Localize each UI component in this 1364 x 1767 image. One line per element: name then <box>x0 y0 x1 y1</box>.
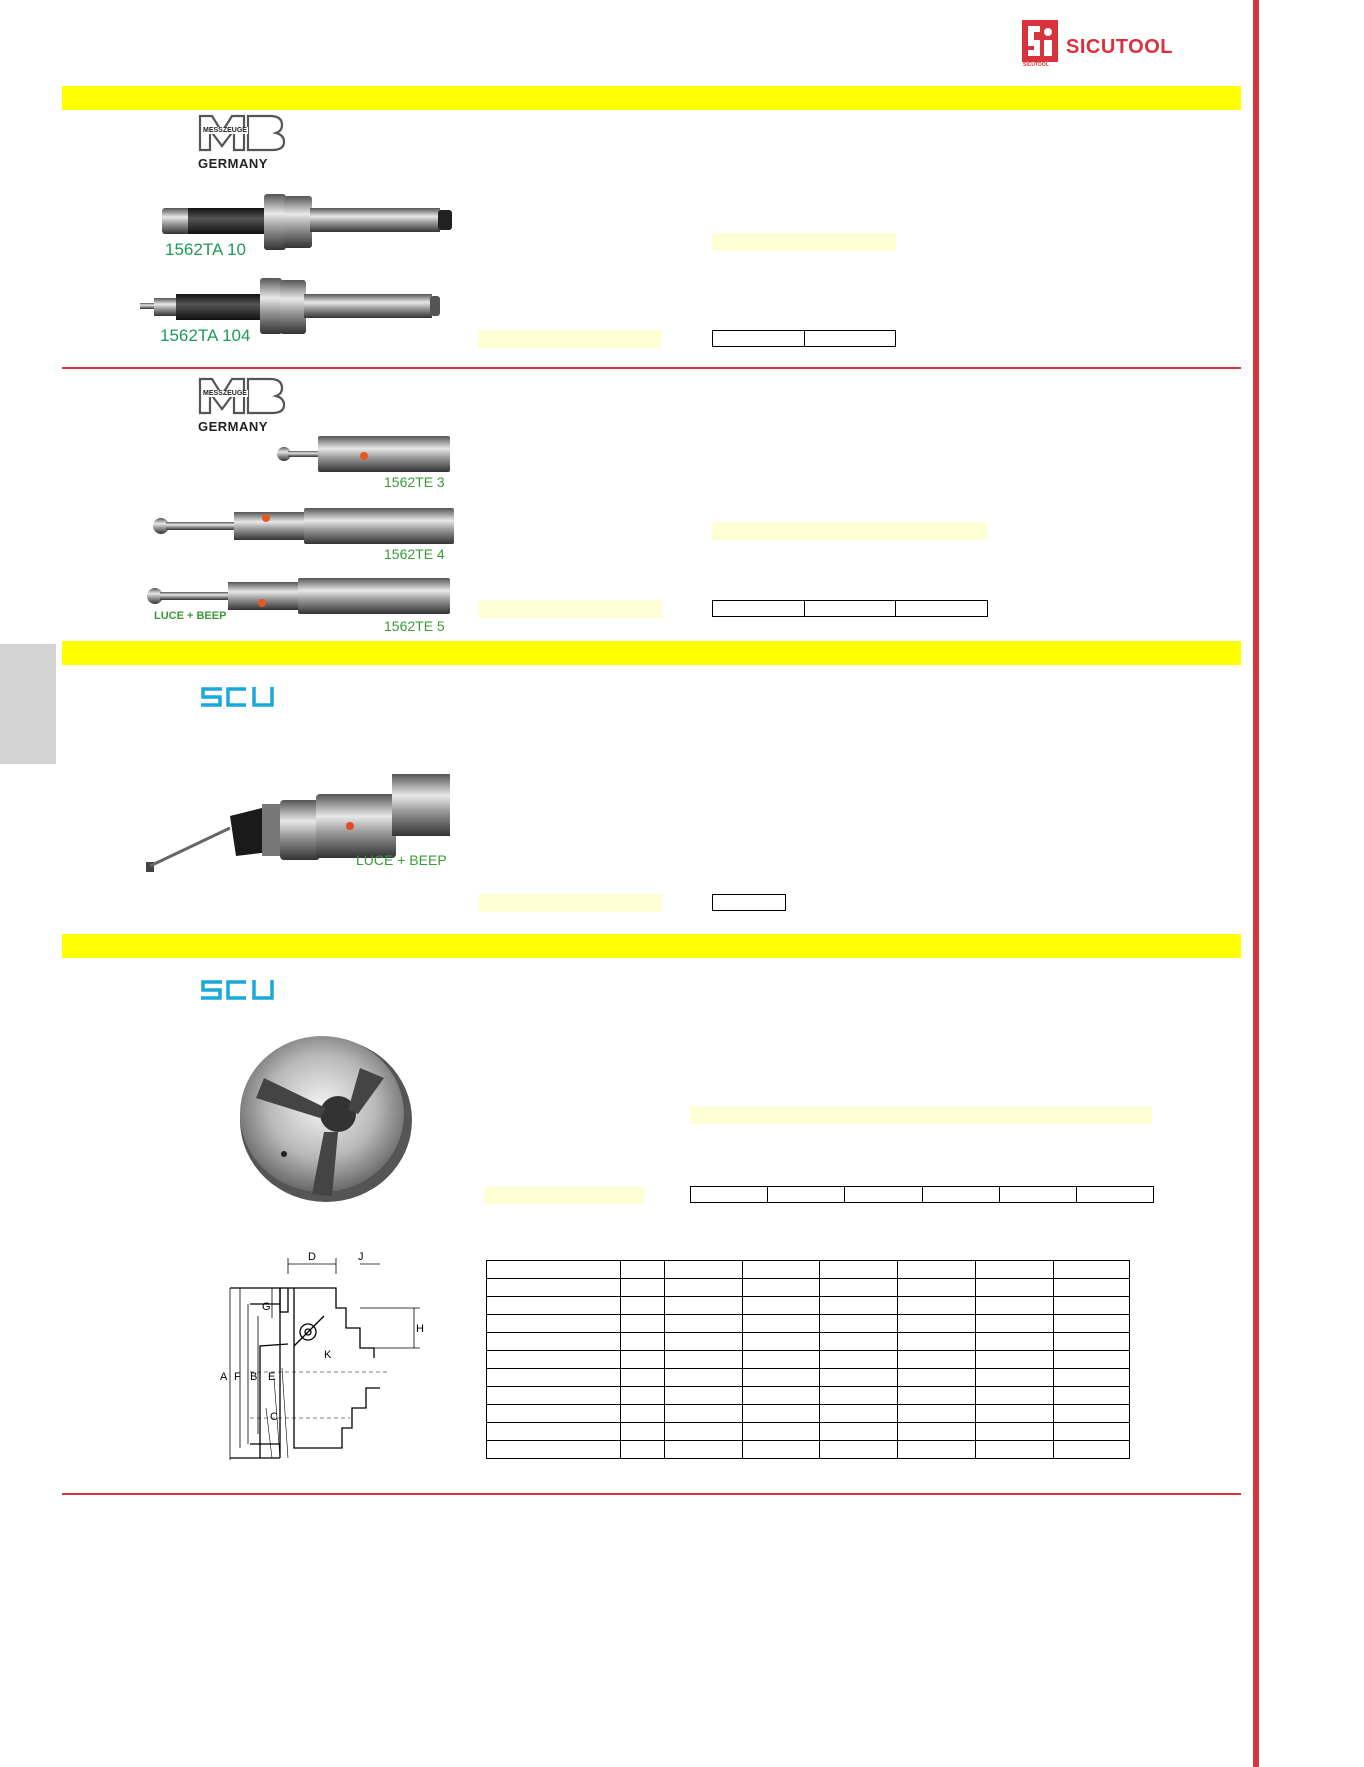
table-cell <box>664 1405 742 1423</box>
table-cell <box>620 1315 664 1333</box>
sicutool-subname: SICUTOOL <box>1023 62 1049 68</box>
table-row <box>487 1315 1130 1333</box>
table-cell <box>1054 1423 1130 1441</box>
table-cell <box>664 1351 742 1369</box>
table-cell <box>664 1333 742 1351</box>
table-cell <box>976 1441 1054 1459</box>
table-cell <box>742 1315 820 1333</box>
table-cell <box>487 1333 621 1351</box>
table-cell <box>664 1369 742 1387</box>
table-cell <box>664 1261 742 1279</box>
table-cell <box>1054 1315 1130 1333</box>
table-cell <box>820 1261 898 1279</box>
table-cell <box>742 1441 820 1459</box>
table-cell <box>1054 1369 1130 1387</box>
table-cell <box>1054 1279 1130 1297</box>
table-row <box>487 1261 1130 1279</box>
table-cell <box>664 1387 742 1405</box>
section-1-value-cells <box>712 330 896 347</box>
mb-logo-2 <box>196 373 296 433</box>
table-cell <box>742 1423 820 1441</box>
table-row <box>487 1297 1130 1315</box>
edge-finder-1562te3-image <box>276 434 452 474</box>
table-cell <box>976 1297 1054 1315</box>
table-cell <box>620 1297 664 1315</box>
product-code-1562te4: 1562TE 4 <box>384 546 445 562</box>
table-cell <box>898 1441 976 1459</box>
table-cell <box>664 1315 742 1333</box>
section-4-rule <box>62 1493 1241 1495</box>
table-cell <box>898 1405 976 1423</box>
table-cell <box>976 1279 1054 1297</box>
edge-finder-1562te4-image <box>152 506 456 546</box>
section-4-band <box>62 934 1241 958</box>
table-row <box>487 1441 1130 1459</box>
right-edge-bar <box>1253 0 1259 1767</box>
table-cell <box>898 1369 976 1387</box>
section-2-pale-band-top <box>712 522 988 540</box>
table-cell <box>976 1315 1054 1333</box>
table-cell <box>742 1351 820 1369</box>
section-3-pale-band-left <box>478 894 662 912</box>
product-code-1562te3: 1562TE 3 <box>384 474 445 490</box>
table-cell <box>487 1315 621 1333</box>
section-4-pale-band-left <box>484 1186 644 1204</box>
table-cell <box>742 1405 820 1423</box>
product-code-1562te5: 1562TE 5 <box>384 618 445 634</box>
chuck-dimension-drawing <box>190 1248 430 1476</box>
table-cell <box>742 1387 820 1405</box>
dim-label-e: E <box>268 1371 276 1383</box>
table-cell <box>620 1279 664 1297</box>
left-gray-tab <box>0 644 56 764</box>
table-cell <box>1054 1351 1130 1369</box>
table-cell <box>898 1351 976 1369</box>
table-cell <box>664 1441 742 1459</box>
section-1-rule <box>62 367 1241 369</box>
scu-logo-2 <box>200 979 280 1001</box>
sicutool-mark-icon <box>1022 20 1058 68</box>
chuck-spec-table <box>486 1260 1130 1459</box>
table-cell <box>976 1351 1054 1369</box>
table-cell <box>976 1369 1054 1387</box>
table-row <box>487 1369 1130 1387</box>
table-cell <box>898 1423 976 1441</box>
table-cell <box>976 1387 1054 1405</box>
mb-logo-word: MESSZEUGE <box>203 390 247 397</box>
dim-label-h: H <box>416 1323 424 1335</box>
table-cell <box>898 1315 976 1333</box>
table-cell <box>1054 1297 1130 1315</box>
table-cell <box>820 1297 898 1315</box>
table-cell <box>820 1387 898 1405</box>
table-cell <box>898 1279 976 1297</box>
section-1-pale-band-top <box>712 233 896 251</box>
dim-label-a: A <box>220 1371 228 1383</box>
table-cell <box>898 1297 976 1315</box>
table-row <box>487 1405 1130 1423</box>
dim-label-d: D <box>308 1251 316 1263</box>
table-cell <box>1054 1261 1130 1279</box>
dim-label-c: C <box>270 1411 278 1423</box>
section-3-value-cell <box>712 894 786 911</box>
feature-note-light-beep: LUCE + BEEP <box>356 852 447 868</box>
table-cell <box>1054 1387 1130 1405</box>
table-cell <box>487 1387 621 1405</box>
table-cell <box>487 1441 621 1459</box>
table-cell <box>742 1297 820 1315</box>
table-cell <box>1054 1333 1130 1351</box>
table-cell <box>1054 1441 1130 1459</box>
dim-label-b: B <box>250 1371 258 1383</box>
table-cell <box>820 1423 898 1441</box>
table-cell <box>898 1333 976 1351</box>
table-cell <box>898 1387 976 1405</box>
dim-label-j: J <box>358 1251 364 1263</box>
table-cell <box>742 1261 820 1279</box>
section-4-value-cells <box>690 1186 1154 1203</box>
table-cell <box>487 1423 621 1441</box>
mb-logo-word: MESSZEUGE <box>203 127 247 134</box>
sicutool-logo <box>1022 20 1212 68</box>
table-row <box>487 1351 1130 1369</box>
table-cell <box>976 1423 1054 1441</box>
table-cell <box>487 1351 621 1369</box>
table-cell <box>487 1405 621 1423</box>
table-cell <box>620 1405 664 1423</box>
table-cell <box>620 1369 664 1387</box>
mb-logo-1 <box>196 110 296 170</box>
section-1-band <box>62 86 1241 110</box>
table-cell <box>620 1441 664 1459</box>
table-cell <box>976 1261 1054 1279</box>
table-cell <box>664 1279 742 1297</box>
section-1-pale-band-left <box>478 330 662 348</box>
sicutool-name: SICUTOOL <box>1066 36 1173 58</box>
table-cell <box>742 1333 820 1351</box>
table-row <box>487 1387 1130 1405</box>
table-cell <box>487 1279 621 1297</box>
dim-label-f: F <box>234 1371 241 1383</box>
table-cell <box>620 1351 664 1369</box>
table-cell <box>742 1369 820 1387</box>
table-cell <box>820 1369 898 1387</box>
feature-note-light-beep: LUCE + BEEP <box>154 610 227 622</box>
table-cell <box>664 1297 742 1315</box>
section-3-band <box>62 641 1241 665</box>
mb-logo-country: GERMANY <box>198 419 268 434</box>
table-cell <box>620 1387 664 1405</box>
table-cell <box>664 1423 742 1441</box>
table-cell <box>820 1279 898 1297</box>
table-cell <box>820 1405 898 1423</box>
section-2-pale-band-left <box>478 600 662 618</box>
table-cell <box>820 1315 898 1333</box>
scu-logo-1 <box>200 686 280 708</box>
table-row <box>487 1279 1130 1297</box>
table-cell <box>487 1261 621 1279</box>
table-cell <box>820 1333 898 1351</box>
section-2-value-cells <box>712 600 988 617</box>
table-cell <box>976 1405 1054 1423</box>
mb-logo-country: GERMANY <box>198 156 268 171</box>
table-row <box>487 1333 1130 1351</box>
table-cell <box>742 1279 820 1297</box>
table-cell <box>820 1441 898 1459</box>
section-4-pale-band-top <box>690 1106 1152 1124</box>
table-cell <box>487 1297 621 1315</box>
table-cell <box>620 1333 664 1351</box>
table-cell <box>820 1351 898 1369</box>
product-code-1562ta104: 1562TA 104 <box>160 326 251 345</box>
table-cell <box>487 1369 621 1387</box>
table-cell <box>976 1333 1054 1351</box>
lathe-chuck-image <box>234 1028 414 1204</box>
table-row <box>487 1423 1130 1441</box>
product-code-1562ta10: 1562TA 10 <box>165 240 246 259</box>
table-cell <box>1054 1405 1130 1423</box>
table-cell <box>620 1423 664 1441</box>
dim-label-k: K <box>324 1349 332 1361</box>
dim-label-g: G <box>262 1301 271 1313</box>
table-cell <box>898 1261 976 1279</box>
table-cell <box>620 1261 664 1279</box>
